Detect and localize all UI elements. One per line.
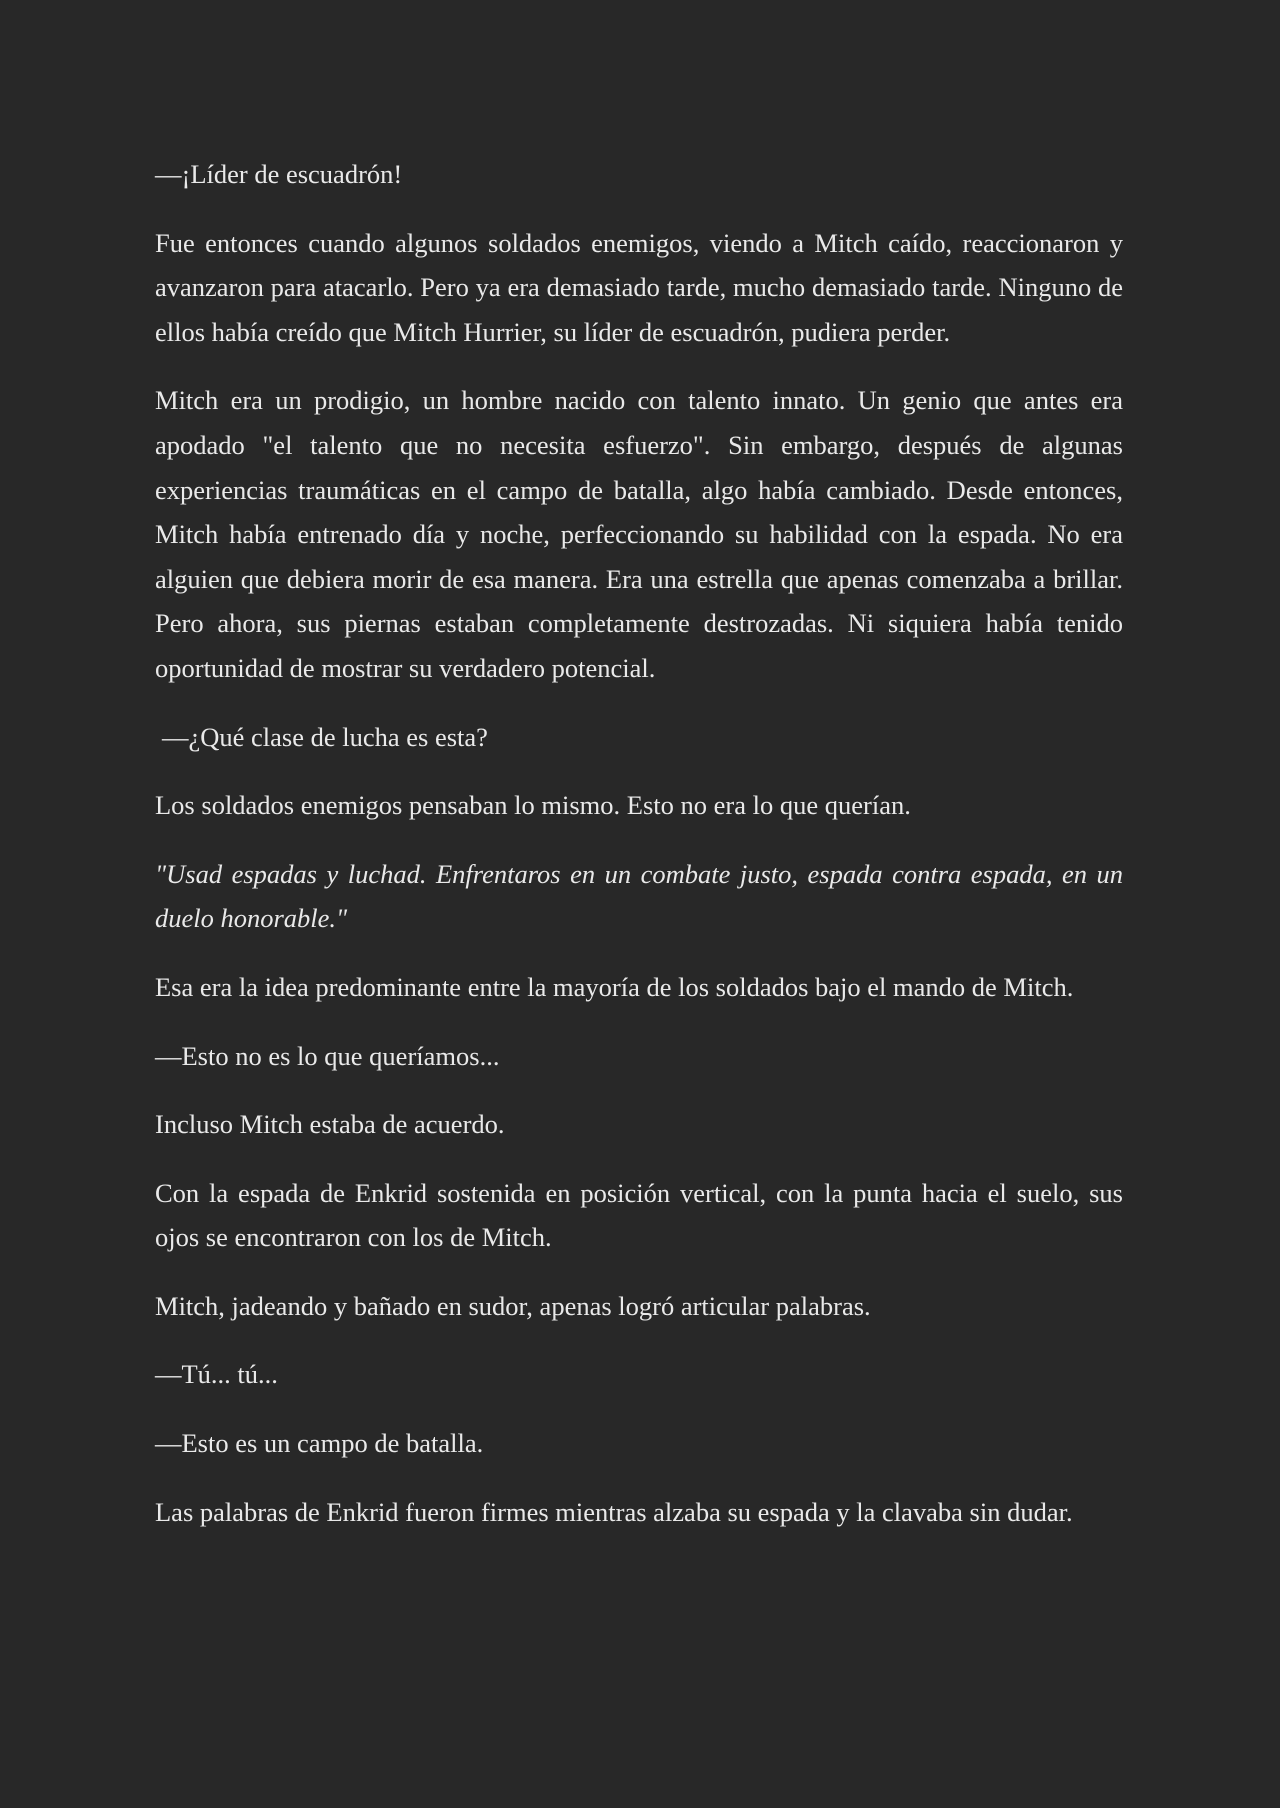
narrative-paragraph: Los soldados enemigos pensaban lo mismo. Esto no era lo que querían. [155, 790, 911, 821]
narrative-paragraph: Las palabras de Enkrid fueron firmes mientras alzaba su espada y la clavaba sin dudar. [155, 1496, 1073, 1527]
narrative-paragraph: Mitch, jadeando y bañado en sudor, apenas logró articular palabras. [155, 1290, 871, 1321]
narrative-paragraph: Mitch era un prodigio, un hombre nacido con talento innato. Un genio que antes era apodado "el talento que no necesita esfuerzo". Sin embargo, después de algunas experiencias traumáticas en el campo de batalla, algo había cambiado. Desde entonces, Mitch había entrenado día y noche, perfeccionando su habilidad con la espada. No era alguien que debiera morir de esa manera. Era una estrella que apenas comenzaba a brillar. Pero ahora, sus piernas estaban completamente destrozadas. Ni siquiera había tenido oportunidad de mostrar su verdadero potencial. [155, 385, 1123, 683]
dialogue-paragraph: —¿Qué clase de lucha es esta? [162, 721, 488, 752]
dialogue-paragraph: —¡Líder de escuadrón! [155, 159, 403, 189]
narrative-paragraph: Fue entonces cuando algunos soldados enemigos, viendo a Mitch caído, reaccionaron y avanzaron para atacarlo. Pero ya era demasiado tarde, mucho demasiado tarde. Ninguno de ellos había creído que Mitch Hurrier, su líder de escuadrón, pudiera perder. [155, 227, 1123, 347]
dialogue-paragraph: —Esto no es lo que queríamos... [155, 1040, 500, 1071]
narrative-paragraph: Incluso Mitch estaba de acuerdo. [155, 1109, 505, 1140]
dialogue-paragraph: —Esto es un campo de batalla. [155, 1428, 484, 1459]
italic-quote-paragraph: "Usad espadas y luchad. Enfrentaros en un combate justo, espada contra espada, en un duelo honorable." [155, 858, 1123, 934]
narrative-paragraph: Esa era la idea predominante entre la mayoría de los soldados bajo el mando de Mitch. [155, 971, 1074, 1002]
dialogue-paragraph: —Tú... tú... [155, 1359, 278, 1390]
narrative-paragraph: Con la espada de Enkrid sostenida en posición vertical, con la punta hacia el suelo, sus ojos se encontraron con los de Mitch. [155, 1177, 1123, 1253]
